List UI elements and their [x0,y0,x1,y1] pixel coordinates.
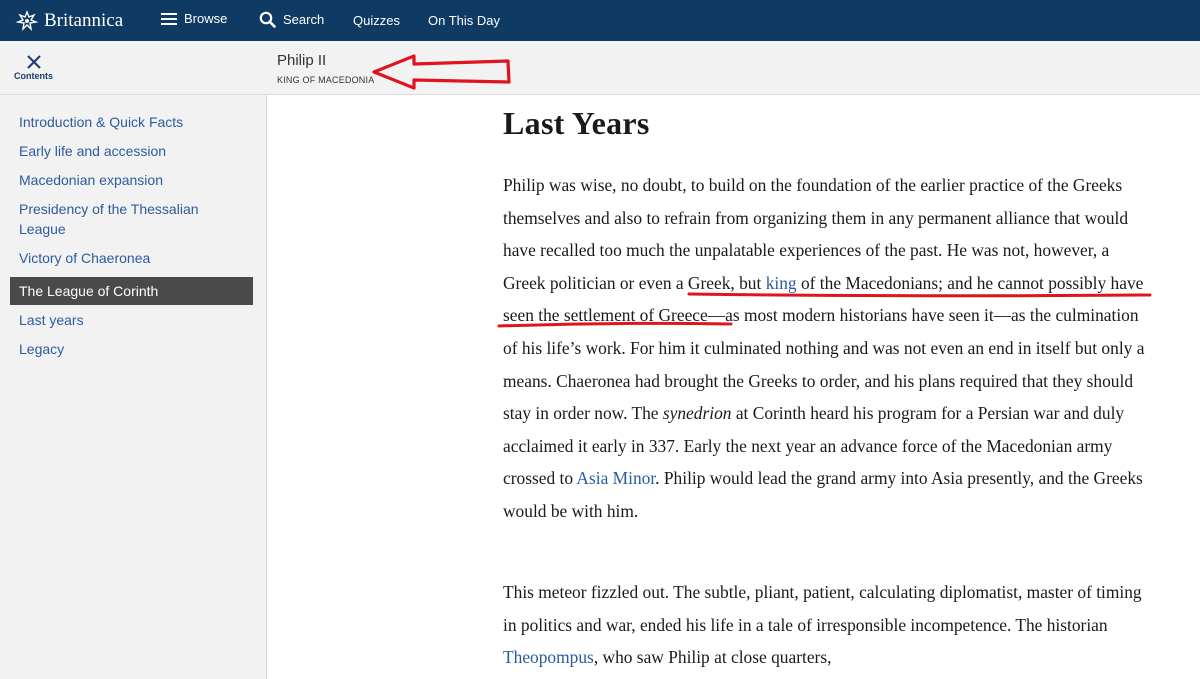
search-icon [259,11,276,28]
p1-text-3: at Corinth heard his program for a Persian war and duly acclaimed it early in 337. Early the next year an advance force of the Macedonian army crossed to [503,403,1125,489]
contents-label: Contents [14,71,53,81]
p1-text-2: of the Macedonians; and he cannot possibly have seen the settlement of Greece—as most modern historians have seen it—as the culmination of his life’s work. For him it culminated nothing and was not even an end in itself but only a means. Chaeronea had brought the Greeks to order, and his plans required that they should stay in order now. The [503,272,1145,424]
king-link[interactable]: king [765,272,797,293]
browse-label: Browse [184,11,228,26]
britannica-logo[interactable] [14,10,123,32]
p1-text-1: Philip was wise, no doubt, to build on the foundation of the earlier practice of the Greeks themselves and also to refrain from organizing them in any permanent alliance that would have recalled too much the unpalatable experiences of the past. He was not, however, a Greek politician or even a Greek, but [503,175,1129,293]
toc-item-introduction[interactable]: Introduction & Quick Facts [19,114,184,130]
top-nav-bar [0,0,1200,41]
contents-toggle-button[interactable] [0,41,67,95]
toc-item-last-years[interactable]: Last years [19,312,84,328]
section-heading: Last Years [503,105,650,141]
table-of-contents [10,112,253,368]
search-button[interactable] [259,11,324,28]
p2-text-2: , who saw Philip at close quarters, [593,647,832,668]
close-icon [27,55,41,69]
search-label: Search [283,12,325,27]
article-subheader [0,41,1200,95]
contents-sidebar [0,95,267,679]
p1-text-4: . Philip would lead the grand army into Asia presently, and the Greeks would be with him. [503,468,1143,521]
article-title: Philip II [277,52,327,69]
toc-item-early-life[interactable]: Early life and accession [19,143,167,159]
paragraph-2 [503,576,1151,674]
p2-text-1: This meteor fizzled out. The subtle, pliant, patient, calculating diplomatist, master of timing in politics and war, ended his life in a tale of irresponsible incompetence. The historian [503,582,1142,635]
toc-item-legacy[interactable]: Legacy [19,341,65,357]
toc-item-macedonian-expansion[interactable]: Macedonian expansion [19,172,163,188]
toc-item-league-of-corinth[interactable]: The League of Corinth [10,277,253,305]
article-subtitle: KING OF MACEDONIA [277,75,375,85]
quizzes-link[interactable]: Quizzes [353,13,400,28]
red-arrow-annotation [370,52,515,92]
asia-minor-link[interactable]: Asia Minor [576,468,656,489]
browse-button[interactable] [161,11,227,26]
brand-name: Britannica [44,9,124,31]
toc-item-chaeronea[interactable]: Victory of Chaeronea [19,250,151,266]
on-this-day-link[interactable]: On This Day [428,13,501,28]
paragraph-1 [503,169,1151,528]
red-underline-annotation [495,272,1160,330]
thistle-logo-icon [14,10,40,32]
hamburger-menu-icon [161,12,177,26]
theopompus-link[interactable]: Theopompus [503,647,594,668]
synedrion-term: synedrion [662,403,732,424]
toc-item-thessalian-league[interactable]: Presidency of the Thessalian League [19,201,199,237]
